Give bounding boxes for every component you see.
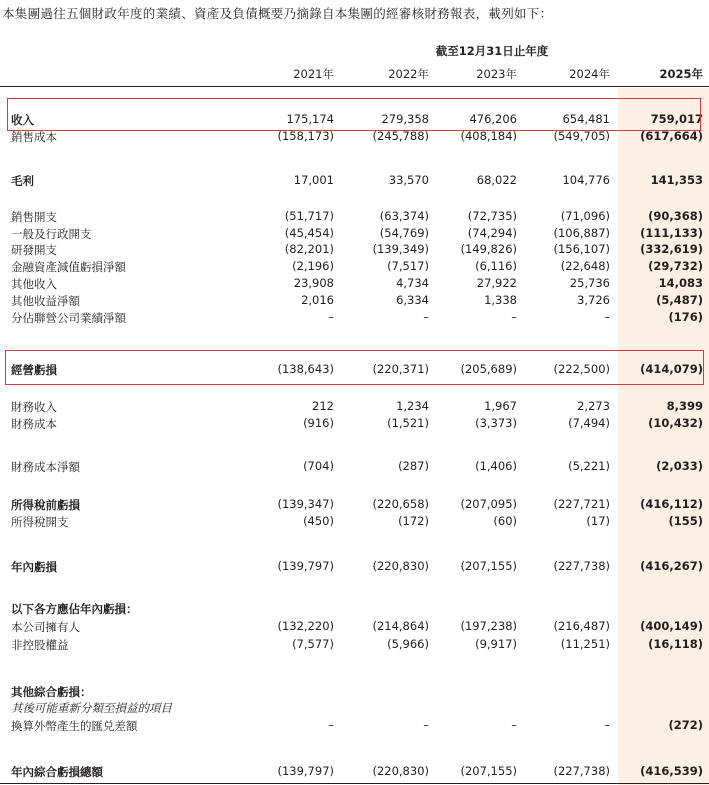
row-value-0: (45,454) bbox=[284, 226, 334, 240]
row-value-1: – bbox=[423, 310, 429, 324]
table-row bbox=[0, 617, 709, 636]
table-row bbox=[0, 308, 709, 327]
row-value-3: 654,481 bbox=[562, 112, 610, 126]
row-value-1: (214,864) bbox=[372, 619, 429, 633]
row-value-2: (6,116) bbox=[475, 259, 517, 273]
row-value-4: (416,539) bbox=[640, 764, 703, 778]
row-value-1: 33,570 bbox=[388, 173, 429, 187]
row-value-0: (139,347) bbox=[277, 497, 334, 511]
row-value-0: (132,220) bbox=[277, 619, 334, 633]
intro-text: 本集團過往五個財政年度的業績、資產及負債概要乃摘錄自本集團的經審核財務報表，載列如下： bbox=[2, 6, 553, 21]
table-row bbox=[0, 557, 709, 576]
row-value-0: (450) bbox=[303, 514, 334, 528]
row-label: 以下各方應佔年內虧損： bbox=[11, 602, 138, 616]
row-value-3: (5,221) bbox=[568, 459, 610, 473]
table-row bbox=[0, 457, 709, 476]
row-value-3: (106,887) bbox=[553, 226, 610, 240]
table-row bbox=[0, 414, 709, 433]
row-value-1: (220,830) bbox=[372, 559, 429, 573]
row-value-3: (227,738) bbox=[553, 764, 610, 778]
row-label: 非控股權益 bbox=[11, 638, 69, 652]
row-label: 金融資產減值虧損淨額 bbox=[11, 260, 126, 274]
row-value-1: 279,358 bbox=[381, 112, 429, 126]
row-value-2: (1,406) bbox=[475, 459, 517, 473]
row-value-4: (10,432) bbox=[648, 416, 703, 430]
table-row bbox=[0, 635, 709, 654]
row-value-0: (2,196) bbox=[292, 259, 334, 273]
row-label: 分佔聯營公司業績淨額 bbox=[11, 311, 126, 325]
row-value-3: – bbox=[604, 718, 610, 732]
row-value-2: (205,689) bbox=[460, 362, 517, 376]
row-value-3: (7,494) bbox=[568, 416, 610, 430]
row-value-0: (139,797) bbox=[277, 764, 334, 778]
year-header-1: 2022年 bbox=[388, 67, 429, 81]
row-value-0: (704) bbox=[303, 459, 334, 473]
row-value-1: (287) bbox=[398, 459, 429, 473]
row-value-4: (111,133) bbox=[640, 226, 703, 240]
row-value-1: 4,734 bbox=[396, 276, 429, 290]
row-value-1: (220,658) bbox=[372, 497, 429, 511]
table-row bbox=[0, 698, 709, 717]
row-value-2: 68,022 bbox=[476, 173, 517, 187]
row-value-1: (139,349) bbox=[372, 242, 429, 256]
year-header-3: 2024年 bbox=[569, 67, 610, 81]
row-label: 其後可能重新分類至損益的項目 bbox=[11, 701, 172, 715]
row-value-3: (227,721) bbox=[553, 497, 610, 511]
row-value-3: (156,107) bbox=[553, 242, 610, 256]
row-value-1: 1,234 bbox=[396, 399, 429, 413]
row-value-3: (11,251) bbox=[560, 637, 610, 651]
row-value-4: (617,664) bbox=[640, 129, 703, 143]
row-label: 財務成本淨額 bbox=[11, 460, 80, 474]
row-value-1: (220,371) bbox=[372, 362, 429, 376]
row-value-0: 2,016 bbox=[301, 293, 334, 307]
highlight-box-revenue bbox=[7, 98, 701, 131]
highlight-column-2025 bbox=[618, 88, 709, 785]
row-value-1: (7,517) bbox=[387, 259, 429, 273]
row-value-1: (172) bbox=[398, 514, 429, 528]
year-header-4: 2025年 bbox=[659, 67, 703, 81]
row-value-1: (63,374) bbox=[379, 209, 429, 223]
row-label: 所得稅前虧損 bbox=[11, 498, 80, 512]
row-value-3: – bbox=[604, 310, 610, 324]
row-value-0: – bbox=[328, 718, 334, 732]
row-value-1: (54,769) bbox=[379, 226, 429, 240]
row-value-3: 104,776 bbox=[562, 173, 610, 187]
row-value-1: 6,334 bbox=[396, 293, 429, 307]
row-label: 毛利 bbox=[11, 174, 34, 188]
table-row bbox=[0, 762, 709, 781]
row-value-0: (139,797) bbox=[277, 559, 334, 573]
row-value-2: (207,095) bbox=[460, 497, 517, 511]
header-rule bbox=[0, 86, 709, 87]
row-label: 其他綜合虧損： bbox=[11, 685, 92, 699]
row-value-1: (220,830) bbox=[372, 764, 429, 778]
row-label: 銷售開支 bbox=[11, 210, 57, 224]
row-value-4: (332,619) bbox=[640, 242, 703, 256]
row-label: 年內綜合虧損總額 bbox=[11, 765, 103, 779]
row-label: 本公司擁有人 bbox=[11, 620, 80, 634]
row-value-0: 23,908 bbox=[293, 276, 334, 290]
row-value-2: (3,373) bbox=[475, 416, 517, 430]
row-value-4: (16,118) bbox=[648, 637, 703, 651]
row-value-0: 17,001 bbox=[293, 173, 334, 187]
row-value-0: (158,173) bbox=[277, 129, 334, 143]
row-value-3: (549,705) bbox=[553, 129, 610, 143]
row-label: 所得稅開支 bbox=[11, 515, 69, 529]
row-value-2: (72,735) bbox=[467, 209, 517, 223]
row-value-2: (408,184) bbox=[460, 129, 517, 143]
row-label: 收入 bbox=[11, 113, 34, 127]
period-header: 截至12月31日止年度 bbox=[435, 44, 549, 58]
row-value-4: (400,149) bbox=[640, 619, 703, 633]
row-value-1: (245,788) bbox=[372, 129, 429, 143]
row-value-3: (22,648) bbox=[560, 259, 610, 273]
row-label: 其他收入 bbox=[11, 277, 57, 291]
row-label: 其他收益淨額 bbox=[11, 294, 80, 308]
year-header-0: 2021年 bbox=[293, 67, 334, 81]
row-label: 經營虧損 bbox=[11, 363, 57, 377]
row-value-2: (207,155) bbox=[460, 764, 517, 778]
row-value-0: – bbox=[328, 310, 334, 324]
row-label: 一般及行政開支 bbox=[11, 227, 92, 241]
row-value-4: 14,083 bbox=[658, 276, 703, 290]
row-value-4: (5,487) bbox=[656, 293, 703, 307]
row-value-0: 175,174 bbox=[286, 112, 334, 126]
table-row bbox=[0, 599, 709, 618]
row-value-4: (2,033) bbox=[656, 459, 703, 473]
row-value-4: (416,112) bbox=[640, 497, 703, 511]
row-value-4: 8,399 bbox=[666, 399, 703, 413]
row-value-4: (90,368) bbox=[648, 209, 703, 223]
row-value-2: 1,967 bbox=[484, 399, 517, 413]
bottom-rule bbox=[0, 783, 709, 784]
row-label: 財務收入 bbox=[11, 400, 57, 414]
row-value-0: (138,643) bbox=[277, 362, 334, 376]
row-value-4: (272) bbox=[668, 718, 703, 732]
row-value-2: 27,922 bbox=[476, 276, 517, 290]
row-label: 研發開支 bbox=[11, 243, 57, 257]
table-row bbox=[0, 171, 709, 190]
row-value-2: (207,155) bbox=[460, 559, 517, 573]
row-value-4: (176) bbox=[668, 310, 703, 324]
row-value-3: 2,273 bbox=[577, 399, 610, 413]
row-value-3: (17) bbox=[586, 514, 610, 528]
row-value-1: (5,966) bbox=[387, 637, 429, 651]
row-value-4: (414,079) bbox=[640, 362, 703, 376]
row-value-2: – bbox=[511, 310, 517, 324]
row-label: 換算外幣產生的匯兑差額 bbox=[11, 719, 138, 733]
row-value-3: (222,500) bbox=[553, 362, 610, 376]
row-value-2: (74,294) bbox=[467, 226, 517, 240]
row-value-3: (227,738) bbox=[553, 559, 610, 573]
year-header-2: 2023年 bbox=[476, 67, 517, 81]
row-value-2: 476,206 bbox=[469, 112, 517, 126]
row-label: 銷售成本 bbox=[11, 130, 57, 144]
row-value-0: (7,577) bbox=[292, 637, 334, 651]
row-value-3: (71,096) bbox=[560, 209, 610, 223]
row-value-4: 141,353 bbox=[650, 173, 703, 187]
row-value-0: (51,717) bbox=[284, 209, 334, 223]
row-value-1: – bbox=[423, 718, 429, 732]
row-label: 財務成本 bbox=[11, 417, 57, 431]
row-value-2: – bbox=[511, 718, 517, 732]
row-value-3: 25,736 bbox=[569, 276, 610, 290]
row-value-2: 1,338 bbox=[484, 293, 517, 307]
table-row bbox=[0, 716, 709, 735]
row-value-0: 212 bbox=[312, 399, 334, 413]
row-value-0: (82,201) bbox=[284, 242, 334, 256]
row-value-4: (155) bbox=[668, 514, 703, 528]
row-label: 年內虧損 bbox=[11, 560, 57, 574]
table-row bbox=[0, 512, 709, 531]
row-value-2: (60) bbox=[493, 514, 517, 528]
row-value-0: (916) bbox=[303, 416, 334, 430]
row-value-1: (1,521) bbox=[387, 416, 429, 430]
row-value-2: (197,238) bbox=[460, 619, 517, 633]
row-value-4: (416,267) bbox=[640, 559, 703, 573]
row-value-2: (9,917) bbox=[475, 637, 517, 651]
row-value-4: 759,017 bbox=[650, 112, 703, 126]
highlight-box-operating-loss bbox=[5, 350, 704, 385]
row-value-4: (29,732) bbox=[648, 259, 703, 273]
row-value-3: (216,487) bbox=[553, 619, 610, 633]
row-value-2: (149,826) bbox=[460, 242, 517, 256]
row-value-3: 3,726 bbox=[577, 293, 610, 307]
